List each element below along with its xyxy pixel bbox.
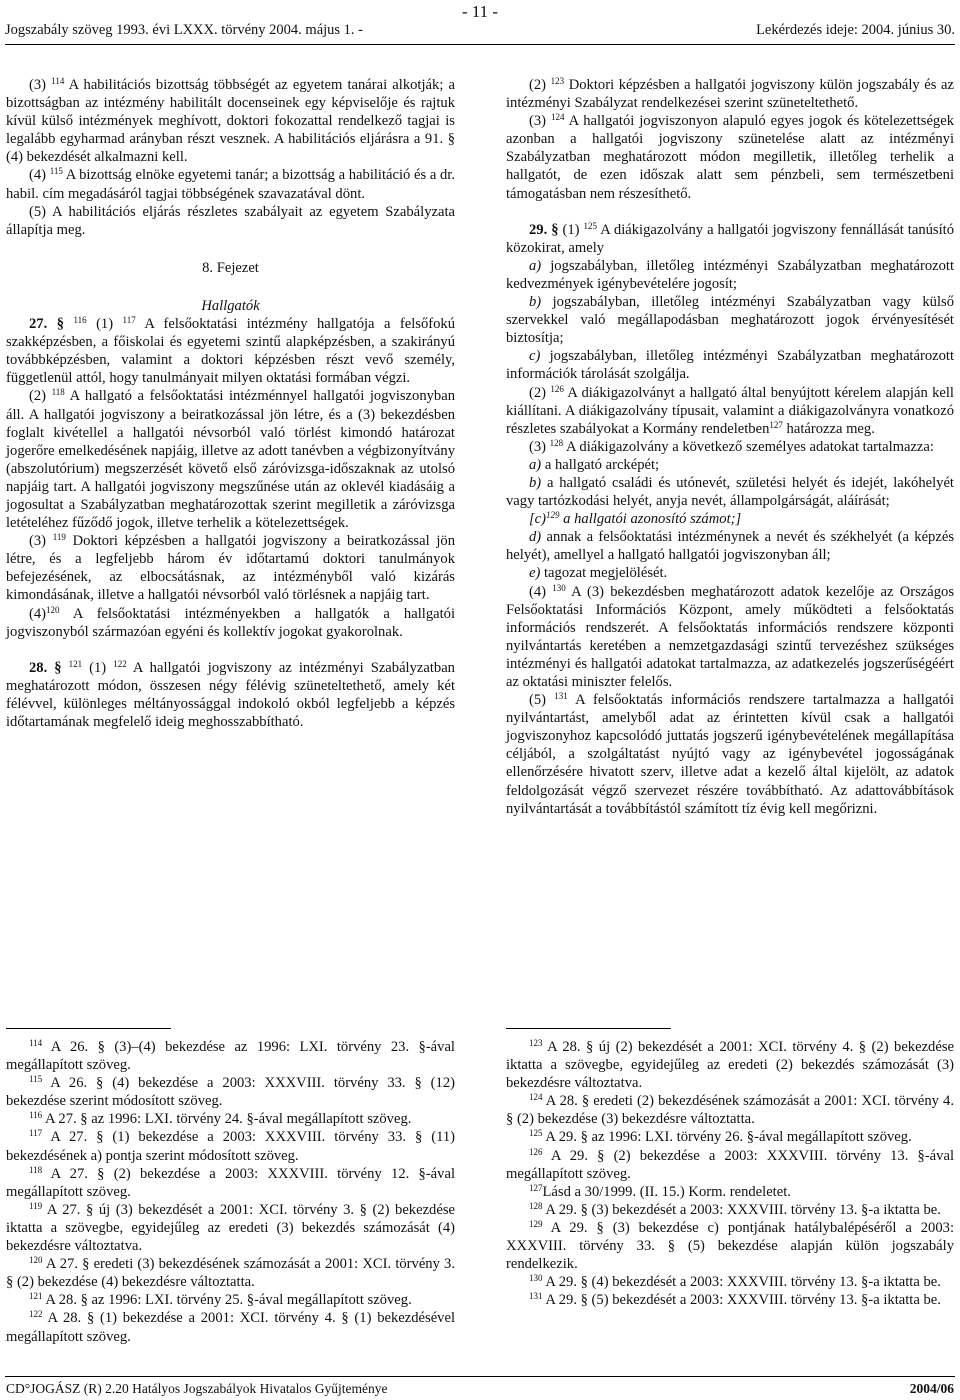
footnote: $^{125}$ A 29. § az 1996: LXI. törvény 26. §-ával megállapított szöveg.: [529, 1128, 912, 1146]
footnote-ref[interactable]: 127: [769, 419, 783, 430]
footnote: $^{114}$ A 26. § (3)–(4) bekezdése az 1996: LXI. törvény 23. §-ával megállapított szöveg.: [6, 1038, 455, 1074]
footnote: $^{120}$ A 27. § eredeti (3) bekezdésének számozását a 2001: XCI. törvény 3. § (2) bekezdése (4) bekezdésre változtatta.: [6, 1255, 455, 1291]
section-29-2: (2) $^{126}$ A diákigazolványt a hallgató által benyújtott kérelem alapján kell kiállítani. A diákigazolvány típusait, valamint a diákigazolványra vonatkozó részletes szabályokat a Kormány rendeletben$^{127}$ határozza meg.: [506, 383, 954, 437]
footnote-ref[interactable]: 126: [550, 383, 564, 394]
section-29-3: (3) $^{128}$ A diákigazolvány a következő személyes adatokat tartalmazza:: [529, 437, 934, 455]
chapter-heading: 8. Fejezet: [202, 259, 259, 276]
footnote-ref[interactable]: 124: [550, 112, 565, 123]
left-column: [6, 76, 455, 731]
section-27-1: 27. § $^{116}$ (1) $^{117}$ A felsőoktatási intézmény hallgatója a felsőfokú szakképzésben, a főiskolai és egyetemi szintű alapképzésben, a szakirányú továbbképzésben, valamint a doktori képzésben részt vevő személy, függetlenül attól, hogy tanulmányait milyen oktatási formában végzi.: [6, 315, 456, 387]
footnote-ref[interactable]: 119: [52, 532, 66, 543]
footnote: $^{129}$ A 29. § (3) bekezdése c) pontjának hatálybalépéséről a 2003: XXXVIII. törvény 33. § (5) bekezdése alapján külön jogszabály rendelkezik.: [506, 1218, 954, 1273]
footnote: $^{115}$ A 26. § (4) bekezdése a 2003: XXXVIII. törvény 33. § (12) bekezdése szerint módosított szöveg.: [6, 1074, 455, 1110]
footnote-ref[interactable]: 131: [554, 691, 568, 702]
footnote-ref[interactable]: 130: [552, 582, 566, 593]
footnote-ref[interactable]: 114: [51, 76, 65, 86]
section-29-3-e: e) tagozat megjelölését.: [529, 565, 668, 582]
paragraph-26-5: (5) A habilitációs eljárás részletes szabályait az egyetem Szabályzata állapítja meg.: [6, 203, 455, 238]
page-header: [5, 22, 955, 39]
footnote: $^{126}$ A 29. § (2) bekezdése a 2003: XXXVIII. törvény 13. §-ával megállapított szöveg.: [506, 1146, 954, 1182]
section-27-2: (2) $^{118}$ A hallgató a felsőoktatási intézménnyel hallgatói jogviszonyban áll. A hallgatói jogviszony a beiratkozással jön létre, és a (3) bekezdésben foglalt kivétellel a hallgatói névsorból való törlést kimondó határozat jogerőre emelkedésének napjáig, illetve az adott tanévben a végbizonyítvány (abszolutórium) megszerzését követő első záróvizsga-időszaknak az utolsó napjáig tart. A hallgatói jogviszony megszűnése után az oklevél kiadásáig a jogosultat a Szabályzatban meghatározottak szerint megilletik a záróvizsga letételéhez fűződő jogok, illetve terhelik a kötelezettségek.: [6, 387, 455, 532]
footnote: $^{128}$ A 29. § (3) bekezdését a 2003: XXXVIII. törvény 13. §-a iktatta be.: [529, 1200, 941, 1218]
footnote-ref[interactable]: 125: [583, 220, 598, 231]
section-29-1: 29. § (1) $^{125}$ A diákigazolvány a hallgatói jogviszony fennállását tanúsító közokirat, amely: [506, 220, 955, 256]
footnote-ref[interactable]: 123: [550, 76, 565, 86]
footer-publisher: CD°JOGÁSZ (R) 2.20 Hatályos Jogszabályok Hivatalos Gyűjteménye: [6, 1381, 388, 1396]
header-divider: [5, 44, 955, 45]
footnote-ref[interactable]: 121: [68, 658, 83, 669]
footnote: $^{118}$ A 27. § (2) bekezdése a 2003: XXXVIII. törvény 12. §-ával megállapított szöveg.: [6, 1164, 455, 1200]
footnote: $^{131}$ A 29. § (5) bekezdését a 2003: XXXVIII. törvény 13. §-a iktatta be.: [529, 1291, 941, 1309]
footnote: $^{121}$ A 28. § az 1996: LXI. törvény 25. §-ával megállapított szöveg.: [29, 1291, 412, 1309]
section-29-5: (5) $^{131}$ A felsőoktatás információs rendszere tartalmazza a hallgatói nyilvántartást, amelyből adat az érintetten kívül csak a hallgatói jogviszonyhoz kapcsolódó juttatás jogszerű igénybevételének megállapítása céljából, a szolgáltatást nyújtó vagy az igénybevétel jogosságának ellenőrzésére hivatott szerv, illetve adat a kezelő által kijelölt, az adatok feldolgozását végző szervezet részére továbbítható. Az adattovábbítások nyilvántartását a továbbítástól számított tíz évig kell megőrizni.: [506, 691, 954, 817]
footnote: $^{123}$ A 28. § új (2) bekezdését a 2001: XCI. törvény 4. § (2) bekezdése iktatta a szövegbe, egyidejűleg az eredeti (2) bekezdés számozását (3) bekezdésre változtatva.: [506, 1038, 954, 1092]
paragraph-26-3: (3) $^{114}$ A habilitációs bizottság többségét az egyetem tanárai alkotják; a bizottságban az intézmény habilitált docenseinek egy képviselője és rajtuk kívül külső intézmények meghívott, doktori fokozattal rendelkező tagjai is legalább egyharmad arányban részt vesznek. A habilitációs eljárásra a 91. § (4) bekezdését alkalmazni kell.: [6, 76, 455, 166]
section-29-3-b: b) a hallgató családi és utónevét, születési helyét és idejét, lakóhelyét vagy tartózkodási helyét, anyja nevét, állampolgárságát, aláírását;: [506, 474, 954, 510]
section-29-1-a: a) jogszabályban, illetőleg intézményi Szabályzatban meghatározott kedvezmények igénybevételére jogosít;: [506, 257, 954, 292]
section-28-3: (3) $^{124}$ A hallgatói jogviszonyon alapuló egyes jogok és kötelezettségek azonban a hallgatói jogviszony szünetelése alatt az intézményi Szabályzatban meghatározott módon megilletik, illetőleg terhelik a hallgatót, de ezen időszak alatt sem pénzbeli, sem természetbeni támogatásban nem részesíthető.: [506, 112, 954, 202]
footnote: $^{124}$ A 28. § eredeti (2) bekezdésének számozását a 2001: XCI. törvény 4. § (2) bekezdése (3) bekezdésre változtatta.: [506, 1092, 954, 1128]
footnote-ref[interactable]: 128: [549, 437, 564, 448]
footnote: $^{122}$ A 28. § (1) bekezdése a 2001: XCI. törvény 4. § (1) bekezdésével megállapított szöveg.: [6, 1309, 455, 1345]
section-29-4: (4) $^{130}$ A (3) bekezdésben meghatározott adatok kezelője az Országos Felsőoktatási Információs Központ, amely működteti a felsőoktatás információs rendszerét. A felsőoktatás információs rendszere központi nyilvántartás keretében a nemzetgazdasági szintű tervezéshez szükséges intézményi és hallgatói adatokat tartalmazza, az adatkezelés jogszerűségéért az oktatási miniszter felelős.: [506, 582, 954, 690]
footnote-ref[interactable]: 118: [51, 387, 65, 398]
footnote: $^{127}$Lásd a 30/1999. (II. 15.) Korm. rendeletet.: [529, 1182, 791, 1200]
section-29-3-c: [c)$^{129}$ a hallgatói azonosító számot;]: [529, 510, 742, 528]
section-27-4: $(4)^{120}$ A felsőoktatási intézményekben a hallgatók a hallgatói jogviszonyból származóan egyéni és kollektív jogokat gyakorolnak.: [6, 604, 455, 640]
footnote: $^{117}$ A 27. § (1) bekezdése a 2003: XXXVIII. törvény 33. § (11) bekezdésének a) pontja szerint módosított szöveg.: [6, 1128, 455, 1164]
footnote-ref[interactable]: 120: [46, 604, 60, 615]
section-28-2: (2) $^{123}$ Doktori képzésben a hallgatói jogviszony külön jogszabály és az intézményi Szabályzat rendelkezései szerint szüneteltethető.: [506, 76, 954, 112]
footer-edition: 2004/06: [909, 1381, 954, 1396]
footnote: $^{130}$ A 29. § (4) bekezdését a 2003: XXXVIII. törvény 13. §-a iktatta be.: [529, 1273, 941, 1291]
header-source: Jogszabály szöveg 1993. évi LXXX. törvény 2004. május 1. -: [5, 22, 364, 38]
chapter-title: Hallgatók: [201, 297, 260, 314]
section-29-3-d: d) annak a felsőoktatási intézménynek a nevét és székhelyét (a képzés helyét), amellyel a hallgató hallgatói jogviszonyban áll;: [506, 529, 954, 564]
paragraph-26-4: (4) $^{115}$ A bizottság elnöke egyetemi tanár; a bizottság a habilitáció és a dr. habil. cím megadásáról tagjai többségének szavazatával dönt.: [6, 166, 455, 202]
footnote: $^{116}$ A 27. § az 1996: LXI. törvény 24. §-ával megállapított szöveg.: [29, 1110, 412, 1128]
page-footer: [6, 1381, 954, 1397]
section-27-3: (3) $^{119}$ Doktori képzésben a hallgatói jogviszony a beiratkozással jön létre, és a legfeljebb három év időtartamú doktori tanulmányok befejezésének, az elbocsátásnak, az intézményből való kizárás kimondásának, illetve a hallgatói névsorból való törlésnek a napjáig tart.: [6, 532, 455, 604]
footnote-ref[interactable]: 129: [546, 510, 560, 521]
page-number: - 11 -: [461, 2, 499, 21]
footnote: $^{119}$ A 27. § új (3) bekezdését a 2001: XCI. törvény 3. § (2) bekezdése iktatta a szövegbe, egyidejűleg az eredeti (3) bekezdés számozását (4) bekezdésre változtatva.: [6, 1200, 455, 1255]
footnote-ref[interactable]: 116: [73, 315, 87, 326]
section-28-1: 28. § $^{121}$ (1) $^{122}$ A hallgatói jogviszony az intézményi Szabályzatban meghatározott módon, összesen négy félévig szüneteltethető, amely két félévvel, különleges méltányossággal indokoló okból legfeljebb a képzés időtartamának megfelelő ideig meghosszabbítható.: [6, 658, 455, 730]
footnote-ref[interactable]: 117: [122, 315, 136, 326]
section-29-3-a: a) a hallgató arcképét;: [529, 456, 660, 473]
section-29-1-c: c) jogszabályban, illetőleg intézményi Szabályzatban meghatározott információk tárolását szolgálja.: [506, 348, 954, 383]
footnotes-left: [6, 1038, 455, 1346]
footnotes-right: [506, 1038, 954, 1309]
footer-divider: [5, 1376, 955, 1377]
footnote-ref[interactable]: 115: [49, 166, 63, 177]
header-query-date: Lekérdezés ideje: 2004. június 30.: [756, 22, 955, 38]
right-column: [506, 76, 954, 818]
footnote-divider-left: [6, 1028, 171, 1029]
footnote-divider-right: [506, 1028, 671, 1029]
section-29-1-b: b) jogszabályban, illetőleg intézményi Szabályzatban vagy külső szervekkel való megállapodásban meghatározott jogok érvényesítését biztosítja;: [506, 294, 954, 347]
footnote-ref[interactable]: 122: [113, 658, 127, 669]
